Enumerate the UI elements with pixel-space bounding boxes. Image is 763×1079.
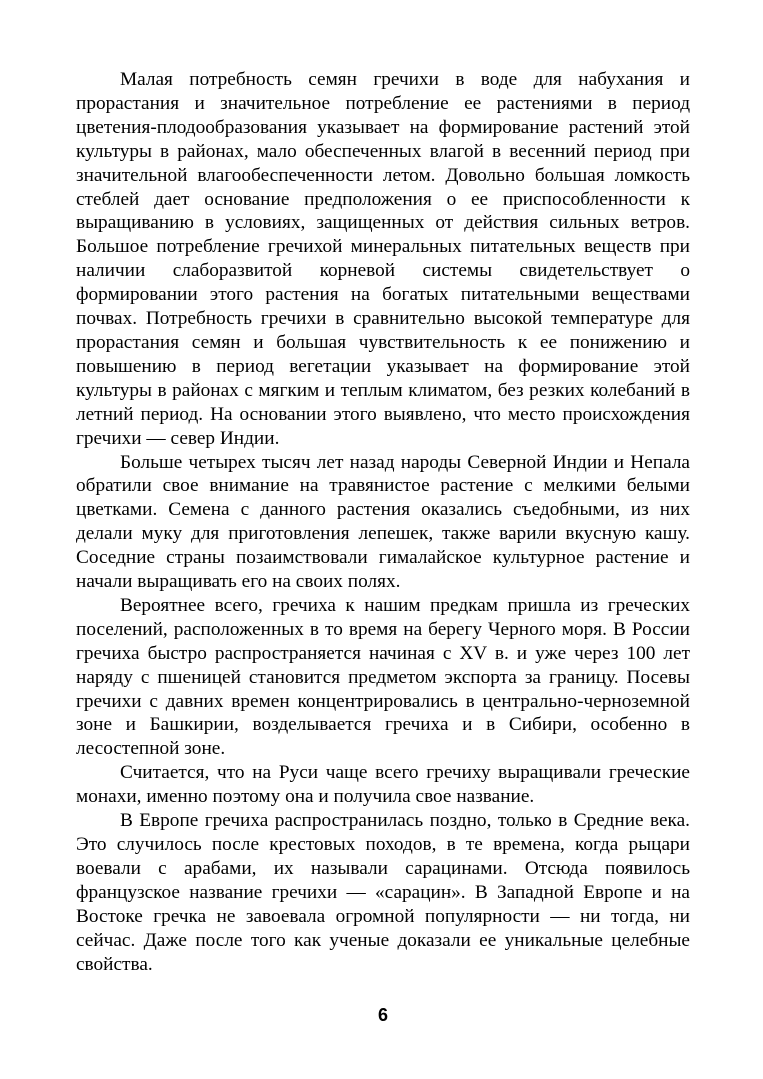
paragraph-russia: Вероятнее всего, гречиха к нашим предкам пришла из греческих поселений, расположенных в то время на берегу Черного моря. В России гречиха быстро распространяется начиная с XV в. и уже через 100 лет наряду с пшеницей становится предметом экспорта за границу. Посевы гречихи с давних времен концентрировались в центрально-черноземной зоне и Башкирии, возделывается гречиха и в Сибири, особенно в лесостепной зоне. bbox=[76, 594, 690, 760]
body-text bbox=[76, 68, 690, 976]
paragraph-monks: Считается, что на Руси чаще всего гречиху выращивали греческие монахи, именно поэтому она и получила свое название. bbox=[76, 762, 690, 808]
page-number: 6 bbox=[377, 1005, 388, 1025]
paragraph-india-nepal: Больше четырех тысяч лет назад народы Северной Индии и Непала обратили свое внимание на травянистое растение с мелкими белыми цветками. Семена с данного растения оказались съедобными, из них делали муку для приготовления лепешек, также варили вкусную кашу. Соседние страны позаимствовали гималайское культурное растение и начали выращивать его на своих полях. bbox=[76, 451, 690, 593]
document-page bbox=[76, 68, 690, 1068]
paragraph-origin: Малая потребность семян гречихи в воде для набухания и прорастания и значительное потребление ее растениями в период цветения-плодообразования указывает на формирование растений этой культуры в районах, мало обеспеченных влагой в весенний период при значительной влагообеспеченности летом. Довольно большая ломкость стеблей дает основание предположения о ее приспособленности к выращиванию в условиях, защищенных от действия сильных ветров. Большое потребление гречихой минеральных питательных веществ при наличии слаборазвитой корневой системы свидетельствует о формировании этого растения на богатых питательными веществами почвах. Потребность гречихи в сравнительно высокой температуре для прорастания семян и большая чувствительность к ее понижению и повышению в период вегетации указывает на формирование этой культуры в районах с мягким и теплым климатом, без резких колебаний в летний период. На основании этого выявлено, что место происхождения гречихи — север Индии. bbox=[76, 69, 690, 449]
paragraph-europe: В Европе гречиха распространилась поздно, только в Средние века. Это случилось после крестовых походов, в те времена, когда рыцари воевали с арабами, их называли сарацинами. Отсюда появилось французское название гречихи — «сарацин». В Западной Европе и на Востоке гречка не завоевала огромной популярности — ни тогда, ни сейчас. Даже после того как ученые доказали ее уникальные целебные свойства. bbox=[76, 810, 690, 975]
